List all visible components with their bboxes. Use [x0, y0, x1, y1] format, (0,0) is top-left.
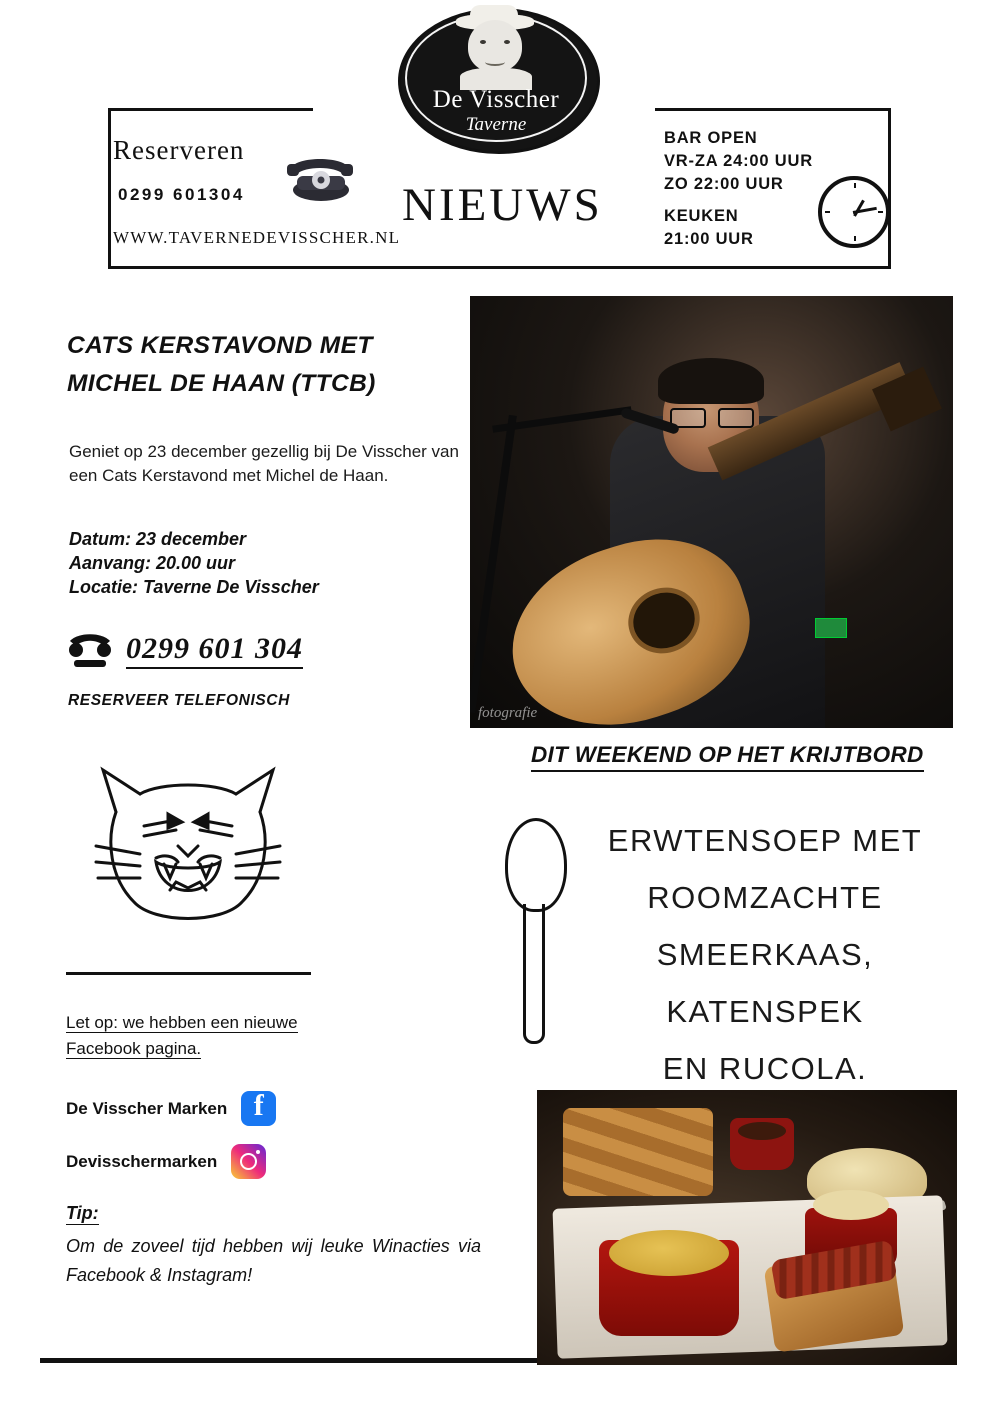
footer-rule: [40, 1358, 570, 1363]
food-spring-rolls: [563, 1108, 713, 1196]
food-photo: [537, 1090, 957, 1365]
artist-hair: [658, 358, 764, 404]
left-divider: [66, 972, 311, 975]
event-title-line2: MICHEL DE HAAN (TTCB): [67, 370, 376, 397]
logo-sub-text: Taverne: [465, 114, 527, 135]
tip-text: Om de zoveel tijd hebben wij leuke Winacties via Facebook & Instagram!: [66, 1236, 481, 1285]
tip-label: Tip:: [66, 1203, 99, 1223]
microphone-stand: [470, 415, 517, 713]
bar-hours-line1: VR-ZA 24:00 UUR: [664, 152, 813, 170]
food-small-pot-contents: [813, 1190, 889, 1220]
exit-sign: [815, 618, 847, 638]
artist-glasses: [670, 408, 754, 424]
event-title-line1: CATS KERSTAVOND MET: [67, 332, 373, 359]
chalkboard-line-3: SMEERKAAS, KATENSPEK: [656, 937, 874, 1029]
facebook-row[interactable]: [66, 1091, 276, 1126]
logo-mouth: [485, 58, 505, 66]
page-title: NIEUWS: [402, 179, 603, 231]
page-header: [0, 0, 991, 272]
event-title: [67, 327, 457, 403]
instagram-row[interactable]: [66, 1144, 266, 1179]
header-phone-number: 0299 601304: [118, 185, 245, 204]
instagram-handle: Devisschermarken: [66, 1151, 218, 1171]
food-sauce-cup: [730, 1118, 794, 1170]
cats-mascot-icon: [78, 750, 298, 950]
telephone-icon: [68, 633, 112, 669]
facebook-icon[interactable]: [241, 1091, 276, 1126]
kitchen-hours: 21:00 UUR: [664, 230, 754, 248]
food-soup: [609, 1230, 729, 1276]
bar-hours-line2: ZO 22:00 UUR: [664, 175, 784, 193]
event-time: Aanvang: 20.00 uur: [69, 553, 236, 573]
event-description: Geniet op 23 december gezellig bij De Visscher van een Cats Kerstavond met Michel de Haan.: [69, 442, 459, 485]
taverne-logo: [398, 8, 594, 148]
photo-watermark: fotografie: [478, 705, 538, 721]
header-rule-left: [108, 108, 313, 111]
spoon-bowl: [505, 818, 567, 912]
spoon-handle: [523, 904, 545, 1044]
opening-hours: [664, 127, 813, 251]
reservation-phone-number[interactable]: 0299 601 304: [126, 632, 303, 669]
facebook-handle: De Visscher Marken: [66, 1098, 228, 1118]
facebook-notice-line2: Facebook pagina.: [66, 1039, 202, 1058]
header-rule-bottom: [108, 266, 891, 269]
facebook-notice: [66, 1010, 396, 1062]
chalkboard-line-4: EN RUCOLA.: [662, 1051, 868, 1086]
instagram-icon[interactable]: [231, 1144, 266, 1179]
event-location: Locatie: Taverne De Visscher: [69, 577, 319, 597]
artist-photo: [470, 296, 953, 728]
chalkboard-line-1: ERWTENSOEP MET: [607, 823, 923, 858]
kitchen-label: KEUKEN: [664, 207, 739, 225]
reserve-by-phone-label: RESERVEER TELEFONISCH: [68, 692, 290, 709]
chalkboard-line-2: ROOMZACHTE: [647, 880, 883, 915]
event-details: [69, 527, 459, 599]
event-date: Datum: 23 december: [69, 529, 247, 549]
header-website: WWW.TAVERNEDEVISSCHER.NL: [113, 228, 401, 247]
logo-eyes: [480, 40, 510, 44]
bar-open-label: BAR OPEN: [664, 129, 758, 147]
clock-icon: [818, 176, 890, 248]
reserveren-label: Reserveren: [113, 135, 245, 165]
rotary-phone-icon: [281, 150, 359, 205]
facebook-notice-line1: Let op: we hebben een nieuwe: [66, 1013, 298, 1032]
chalkboard-title: DIT WEEKEND OP HET KRIJTBORD: [531, 742, 924, 772]
logo-name-text: De Visscher: [432, 86, 560, 113]
reservation-phone-block: [68, 632, 303, 669]
header-rule-right: [655, 108, 891, 111]
chalkboard-menu: [560, 812, 970, 1097]
